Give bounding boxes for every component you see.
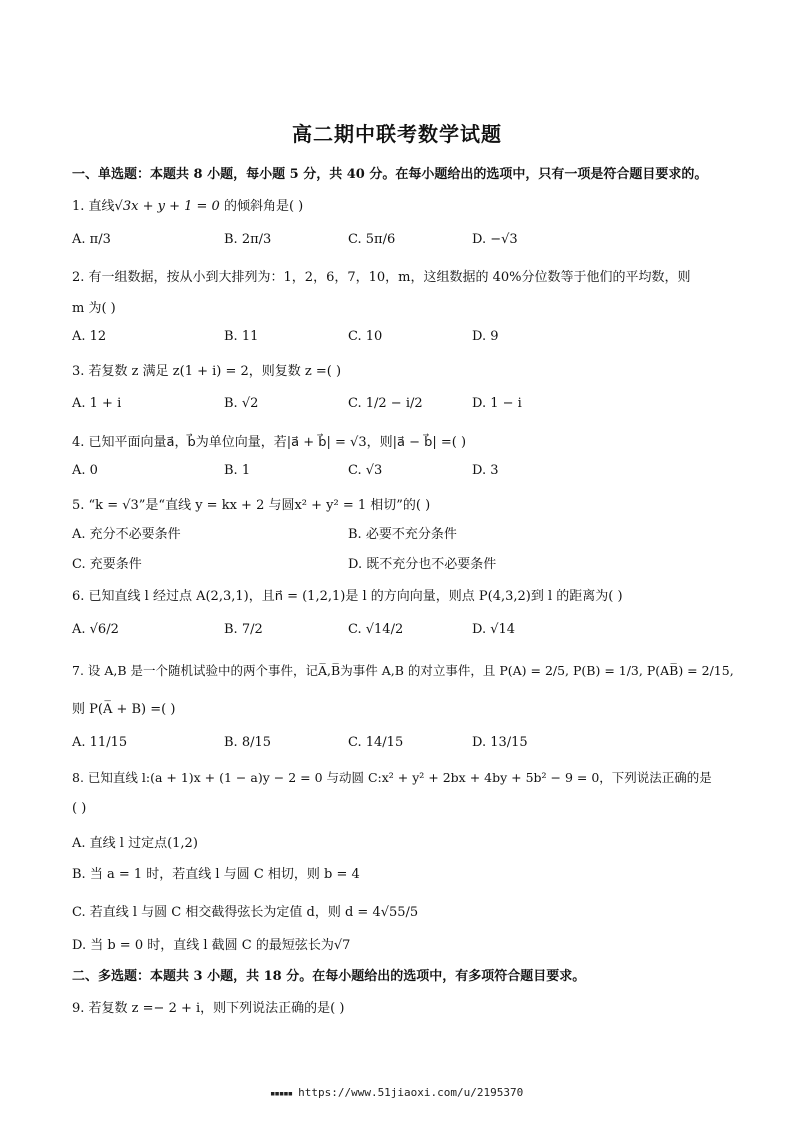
question-7-option-b: B. 8/15 <box>224 735 272 750</box>
question-5-option-d: D. 既不充分也不必要条件 <box>348 557 497 572</box>
section-heading-multiple-choice: 二、多选题：本题共 3 小题，共 18 分。在每小题给出的选项中，有多项符合题目要求。 <box>72 969 586 984</box>
question-6-stem: 6. 已知直线 l 经过点 A(2,3,1)，且n⃗ = (1,2,1)是 l 的方向向量，则点 P(4,3,2)到 l 的距离为( ) <box>72 589 623 604</box>
question-1-prefix: 1. 直线 <box>72 199 115 214</box>
question-1-option-c: C. 5π/6 <box>348 232 396 247</box>
question-6-option-d: D. √14 <box>472 622 516 637</box>
question-4-option-b: B. 1 <box>224 463 251 478</box>
question-7-option-d: D. 13/15 <box>472 735 528 750</box>
question-1-option-d: D. −√3 <box>472 232 518 247</box>
question-5-stem: 5. “k = √3”是“直线 y = kx + 2 与圆x² + y² = 1 相切”的( ) <box>72 498 431 513</box>
question-7-option-c: C. 14/15 <box>348 735 404 750</box>
question-8-option-d: D. 当 b = 0 时，直线 l 截圆 C 的最短弦长为√7 <box>72 938 351 953</box>
question-7-line-2: 则 P(A̅ + B) =( ) <box>72 702 176 717</box>
question-2-line-1: 2. 有一组数据，按从小到大排列为：1，2，6，7，10，m，这组数据的 40%分位数等于他们的平均数，则 <box>72 270 691 285</box>
question-3-option-d: D. 1 − i <box>472 396 522 411</box>
question-6-option-b: B. 7/2 <box>224 622 263 637</box>
question-1-math: 3x + y + 1 = 0 <box>122 199 220 214</box>
question-6-option-a: A. √6/2 <box>72 622 119 637</box>
question-7-option-a: A. 11/15 <box>72 735 128 750</box>
question-4-option-d: D. 3 <box>472 463 499 478</box>
question-8-option-a: A. 直线 l 过定点(1,2) <box>72 836 198 851</box>
question-5-option-b: B. 必要不充分条件 <box>348 527 457 542</box>
question-9-stem: 9. 若复数 z =− 2 + i，则下列说法正确的是( ) <box>72 1001 345 1016</box>
question-3-stem: 3. 若复数 z 满足 z(1 + i) = 2，则复数 z =( ) <box>72 364 342 379</box>
question-3-option-a: A. 1 + i <box>72 396 122 411</box>
question-8-option-b: B. 当 a = 1 时，若直线 l 与圆 C 相切，则 b = 4 <box>72 867 360 882</box>
question-4-option-c: C. √3 <box>348 463 383 478</box>
question-1-suffix: 的倾斜角是( ) <box>223 199 304 214</box>
question-8-line-1: 8. 已知直线 l:(a + 1)x + (1 − a)y − 2 = 0 与动圆 C:x² + y² + 2bx + 4by + 5b² − 9 = 0，下列说法正确的是 <box>72 770 712 785</box>
page-title: 高二期中联考数学试题 <box>292 122 502 146</box>
question-5-option-c: C. 充要条件 <box>72 557 142 572</box>
question-5-option-a: A. 充分不必要条件 <box>72 527 181 542</box>
question-2-option-b: B. 11 <box>224 329 259 344</box>
question-2-option-a: A. 12 <box>72 329 107 344</box>
question-2-option-c: C. 10 <box>348 329 383 344</box>
question-1-stem <box>72 195 303 214</box>
question-8-option-c: C. 若直线 l 与圆 C 相交截得弦长为定值 d，则 d = 4√55/5 <box>72 905 419 920</box>
question-8-line-2: ( ) <box>72 801 87 816</box>
question-4-option-a: A. 0 <box>72 463 98 478</box>
question-6-option-c: C. √14/2 <box>348 622 404 637</box>
question-3-option-b: B. √2 <box>224 396 259 411</box>
question-2-option-d: D. 9 <box>472 329 499 344</box>
sqrt-symbol: √ <box>114 199 123 214</box>
question-1-option-a: A. π/3 <box>72 232 111 247</box>
footer-watermark <box>270 1086 523 1099</box>
question-1-option-b: B. 2π/3 <box>224 232 272 247</box>
section-heading-single-choice: 一、单选题：本题共 8 小题，每小题 5 分，共 40 分。在每小题给出的选项中，只有一项是符合题目要求的。 <box>72 167 708 182</box>
watermark-logo-icon: ▪▪▪▪▪ <box>270 1089 293 1099</box>
footer-url: https://www.51jiaoxi.com/u/2195370 <box>298 1086 524 1099</box>
question-4-stem: 4. 已知平面向量a⃗，b⃗为单位向量，若|a⃗ + b⃗| = √3，则|a⃗ − b⃗| =( ) <box>72 435 467 450</box>
question-3-option-c: C. 1/2 − i/2 <box>348 396 423 411</box>
question-7-line-1: 7. 设 A,B 是一个随机试验中的两个事件，记A̅,B̅为事件 A,B 的对立事件，且 P(A) = 2/5, P(B) = 1/3, P(AB̅) = 2/15, <box>72 663 734 678</box>
question-2-line-2: m 为( ) <box>72 301 116 316</box>
